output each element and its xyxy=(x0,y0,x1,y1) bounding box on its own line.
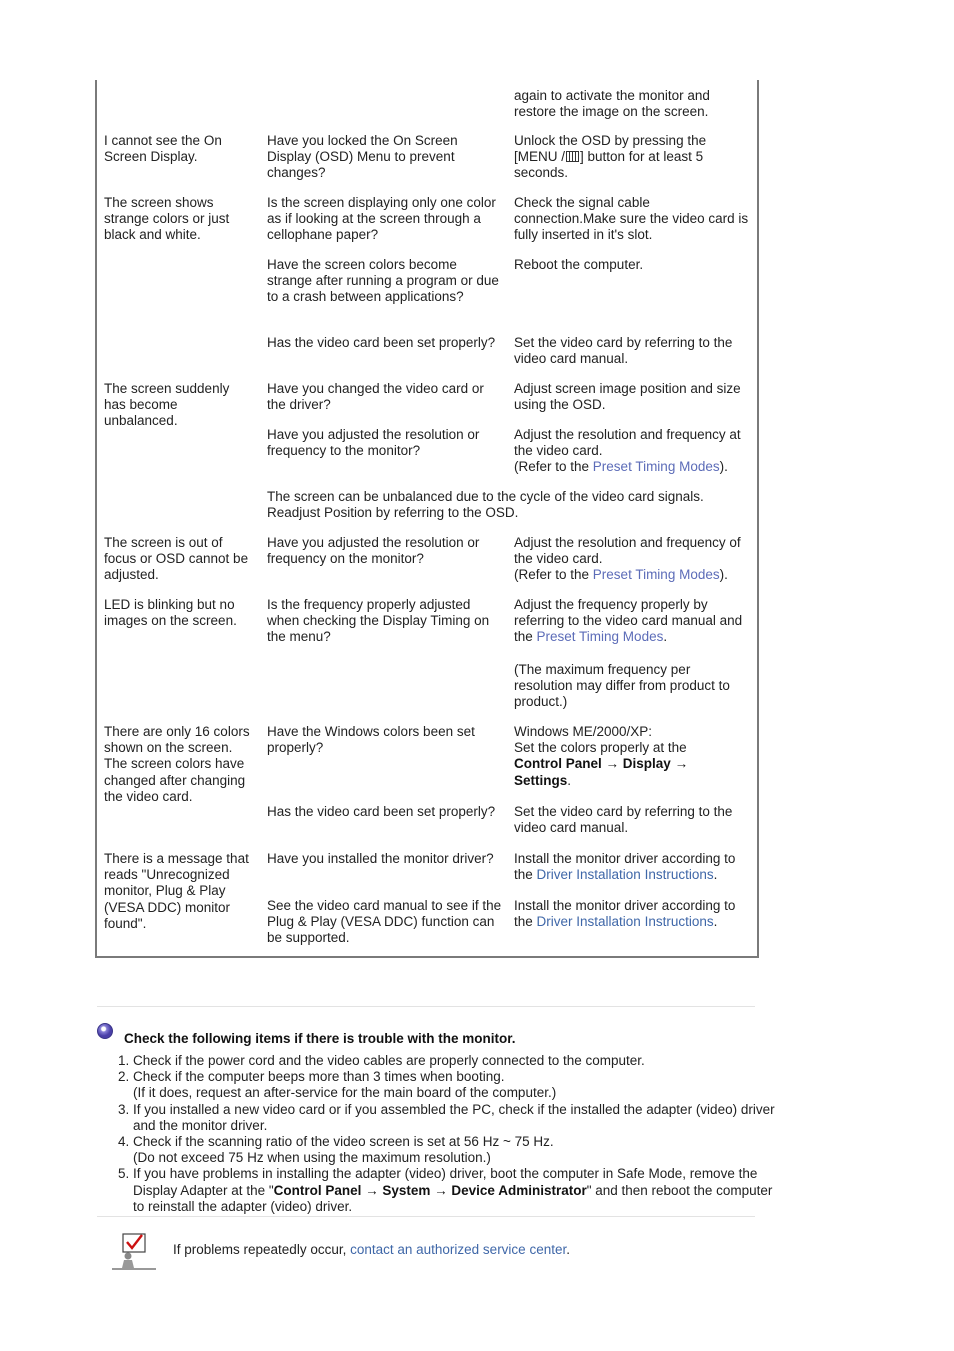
solution-text: ). xyxy=(719,459,728,475)
solution-text: (Refer to the xyxy=(514,459,593,475)
solution-text: ). xyxy=(719,567,728,583)
driver-installation-link[interactable]: Driver Installation Instructions xyxy=(536,867,714,883)
control-panel-path: Control Panel → System → Device Administrator xyxy=(273,1182,587,1198)
preset-timing-modes-link[interactable]: Preset Timing Modes xyxy=(536,629,664,645)
list-item xyxy=(133,1053,783,1069)
solution-text: Install the monitor driver according to the xyxy=(514,851,736,883)
list-item-note: (Do not exceed 75 Hz when using the maximum resolution.) xyxy=(133,1150,491,1166)
list-item-text: If you installed a new video card or if you assembled the PC, check if the installed the adapter (video) driver and the monitor driver. xyxy=(133,1101,775,1133)
menu-icon xyxy=(566,151,579,162)
note-text: . xyxy=(566,1242,570,1257)
period: . xyxy=(567,772,572,788)
solution-text: Install the monitor driver according to the xyxy=(514,898,736,930)
note-checkmark-icon xyxy=(112,1232,156,1270)
table-cell-check: Have you adjusted the resolution or frequency on the monitor? xyxy=(267,535,480,567)
table-cell-solution: Set the video card by referring to the video card manual. xyxy=(514,804,733,836)
table-cell-symptom: There are only 16 colors shown on the screen. The screen colors have changed after changing the video card. xyxy=(104,724,250,804)
table-cell-check: Have you changed the video card or the driver? xyxy=(267,381,484,413)
arrow: → xyxy=(674,756,689,772)
preset-timing-modes-link[interactable]: Preset Timing Modes xyxy=(592,459,720,475)
divider xyxy=(97,1006,755,1007)
divider xyxy=(97,1216,755,1217)
table-cell-check: Is the screen displaying only one color as if looking at the screen through a cellophane paper? xyxy=(267,195,496,243)
table-cell-check: Have you adjusted the resolution or frequency to the monitor? xyxy=(267,427,480,459)
solution-text: . xyxy=(663,629,668,645)
list-item-text: If you have problems in installing the adapter (video) driver, boot the computer in Safe Mode, remove the Display Adapter at the " xyxy=(133,1166,758,1198)
solution-text: Adjust the resolution and frequency at the video card. xyxy=(514,427,741,459)
solution-text: Adjust the resolution and frequency of the video card. xyxy=(514,535,741,567)
list-item xyxy=(133,1069,783,1101)
solution-text: Windows ME/2000/XP: xyxy=(514,724,653,739)
solution-text: Adjust the frequency properly by referring to the video card manual and the xyxy=(514,597,743,645)
table-cell-note: The screen can be unbalanced due to the cycle of the video card signals. Readjust Position by referring to the OSD. xyxy=(267,489,704,521)
list-item-text: " and then reboot the computer to reinstall the adapter (video) driver. xyxy=(133,1182,773,1214)
table-cell-symptom: The screen is out of focus or OSD cannot be adjusted. xyxy=(104,535,249,583)
table-cell-check: Have the Windows colors been set properly? xyxy=(267,724,475,756)
settings-path: Settings xyxy=(514,772,568,788)
table-cell-solution xyxy=(514,427,752,476)
arrow: → xyxy=(605,756,620,772)
preset-timing-modes-link[interactable]: Preset Timing Modes xyxy=(592,567,720,583)
section-heading: Check the following items if there is trouble with the monitor. xyxy=(124,1031,516,1046)
solution-text: Unlock the OSD by pressing the [MENU / xyxy=(514,133,707,165)
table-cell-symptom: The screen suddenly has become unbalanced. xyxy=(104,381,230,429)
solution-text: . xyxy=(713,867,718,883)
list-item xyxy=(133,1166,783,1215)
table-cell-solution xyxy=(514,724,752,789)
list-item xyxy=(133,1102,783,1134)
display-path: Display xyxy=(622,756,671,772)
help-note xyxy=(173,1242,570,1258)
table-cell-check: Have the screen colors become strange after running a program or due to a crash between applications? xyxy=(267,257,499,305)
service-center-link[interactable]: contact an authorized service center xyxy=(350,1242,567,1257)
table-cell-solution: again to activate the monitor and restore the image on the screen. xyxy=(514,88,710,120)
table-cell-solution xyxy=(514,535,752,584)
table-cell-check: Is the frequency properly adjusted when checking the Display Timing on the menu? xyxy=(267,597,490,645)
table-cell-symptom: I cannot see the On Screen Display. xyxy=(104,133,222,165)
driver-installation-link[interactable]: Driver Installation Instructions xyxy=(536,914,714,930)
solution-note: (The maximum frequency per resolution may differ from product to product.) xyxy=(514,661,730,710)
table-cell-symptom: There is a message that reads "Unrecognized monitor, Plug & Play (VESA DDC) monitor found". xyxy=(104,851,249,931)
table-cell-solution: Adjust screen image position and size using the OSD. xyxy=(514,381,741,413)
list-item-text: Check if the scanning ratio of the video screen is set at 56 Hz ~ 75 Hz. xyxy=(133,1134,554,1150)
check-list xyxy=(96,1053,783,1215)
table-cell-solution xyxy=(514,597,752,710)
solution-text: ] button for at least 5 seconds. xyxy=(514,149,704,181)
table-cell-check: See the video card manual to see if the Plug & Play (VESA DDC) function can be supported. xyxy=(267,898,502,946)
table-cell-check: Have you locked the On Screen Display (OSD) Menu to prevent changes? xyxy=(267,133,458,181)
table-cell-symptom: The screen shows strange colors or just black and white. xyxy=(104,195,230,243)
list-item-text: Check if the power cord and the video cables are properly connected to the computer. xyxy=(133,1053,645,1068)
table-cell-check: Has the video card been set properly? xyxy=(267,335,496,350)
bullet-icon xyxy=(97,1023,113,1039)
solution-text: Set the colors properly at the xyxy=(514,740,687,756)
solution-text: (Refer to the xyxy=(514,567,593,583)
table-cell-solution: Reboot the computer. xyxy=(514,257,644,272)
table-cell-solution xyxy=(514,851,752,883)
table-cell-solution: Set the video card by referring to the video card manual. xyxy=(514,335,733,367)
control-panel-path: Control Panel xyxy=(514,756,602,772)
table-cell-solution: Check the signal cable connection.Make sure the video card is fully inserted in it's slot. xyxy=(514,195,749,243)
table-cell-solution xyxy=(514,898,752,930)
table-cell-symptom: LED is blinking but no images on the screen. xyxy=(104,597,237,629)
solution-text: . xyxy=(713,914,718,930)
list-item-note: (If it does, request an after-service for the main board of the computer.) xyxy=(133,1085,557,1101)
list-item xyxy=(133,1134,783,1166)
table-cell-solution xyxy=(514,133,752,182)
table-cell-check: Has the video card been set properly? xyxy=(267,804,496,819)
table-cell-check: Have you installed the monitor driver? xyxy=(267,851,494,866)
list-item-text: Check if the computer beeps more than 3 times when booting. xyxy=(133,1069,505,1085)
note-text: If problems repeatedly occur, xyxy=(173,1242,351,1257)
